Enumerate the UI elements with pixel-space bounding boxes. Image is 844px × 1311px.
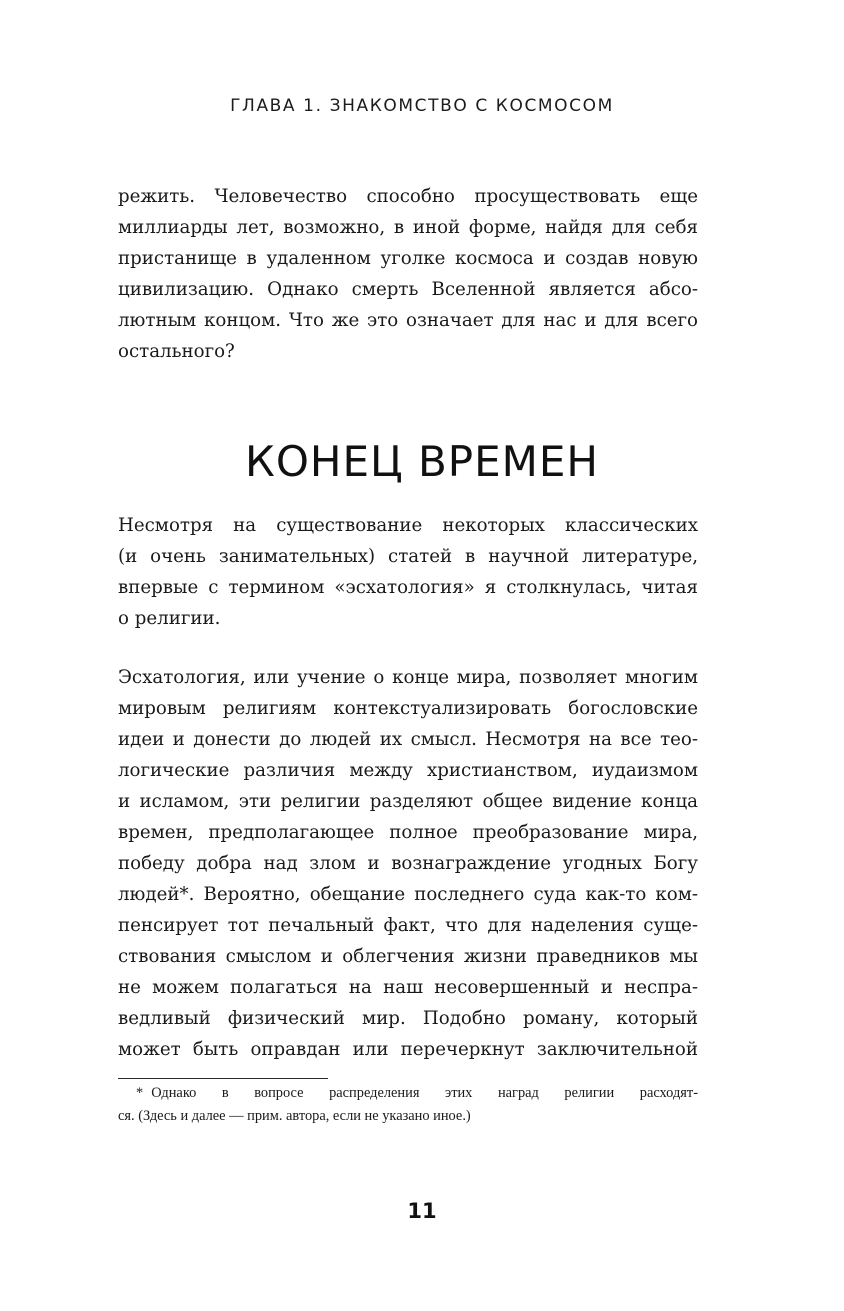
footnote-line: ся. (Здесь и далее — прим. автора, если не указано иное.) xyxy=(118,1108,471,1124)
paragraph-continuation xyxy=(118,181,698,367)
page-number: 11 xyxy=(407,1199,437,1223)
footnote-marker: * xyxy=(136,1085,144,1101)
text-line: Несмотря на существование некоторых классических xyxy=(118,515,698,536)
text-line: остального? xyxy=(118,341,235,362)
text-line: пенсирует тот печальный факт, что для наделения суще- xyxy=(118,915,698,936)
text-line: людей*. Вероятно, обещание последнего суда как-то ком- xyxy=(118,884,698,905)
text-line: ведливый физический мир. Подобно роману, который xyxy=(118,1008,698,1029)
text-line: (и очень занимательных) статей в научной литературе, xyxy=(118,546,698,567)
footnote-divider xyxy=(118,1078,328,1079)
text-line: цивилизацию. Однако смерть Вселенной является абсо- xyxy=(118,279,698,300)
paragraph-eschatology-religions xyxy=(118,662,698,1065)
text-line: идеи и донести до людей их смысл. Несмотря на все тео- xyxy=(118,729,698,750)
text-line: не можем полагаться на наш несовершенный и неспра- xyxy=(118,977,698,998)
text-line: мировым религиям контекстуализировать богословские xyxy=(118,698,698,719)
text-line: может быть оправдан или перечеркнут заключительной xyxy=(118,1039,698,1060)
text-line: ствования смыслом и облегчения жизни праведников мы xyxy=(118,946,698,967)
text-line: времен, предполагающее полное преобразование мира, xyxy=(118,822,698,843)
text-line: и исламом, эти религии разделяют общее видение конца xyxy=(118,791,698,812)
text-line: о религии. xyxy=(118,608,221,629)
paragraph-eschatology-intro xyxy=(118,510,698,634)
footnote-line xyxy=(118,1082,698,1105)
text-line: режить. Человечество способно просуществовать еще xyxy=(118,186,698,207)
text-line: пристанище в удаленном уголке космоса и создав новую xyxy=(118,248,698,269)
text-line: победу добра над злом и вознаграждение угодных Богу xyxy=(118,853,698,874)
text-line: логические различия между христианством, иудаизмом xyxy=(118,760,698,781)
footnote-text: Однако в вопросе распределения этих наград религии расходят- xyxy=(151,1085,698,1101)
text-line: впервые с термином «эсхатология» я столкнулась, читая xyxy=(118,577,698,598)
text-line: миллиарды лет, возможно, в иной форме, найдя для себя xyxy=(118,217,698,238)
section-heading: КОНЕЦ ВРЕМЕН xyxy=(245,437,599,486)
text-line: Эсхатология, или учение о конце мира, позволяет многим xyxy=(118,667,698,688)
footnote xyxy=(118,1082,698,1128)
running-header: ГЛАВА 1. ЗНАКОМСТВО С КОСМОСОМ xyxy=(230,96,614,116)
text-line: лютным концом. Что же это означает для нас и для всего xyxy=(118,310,698,331)
